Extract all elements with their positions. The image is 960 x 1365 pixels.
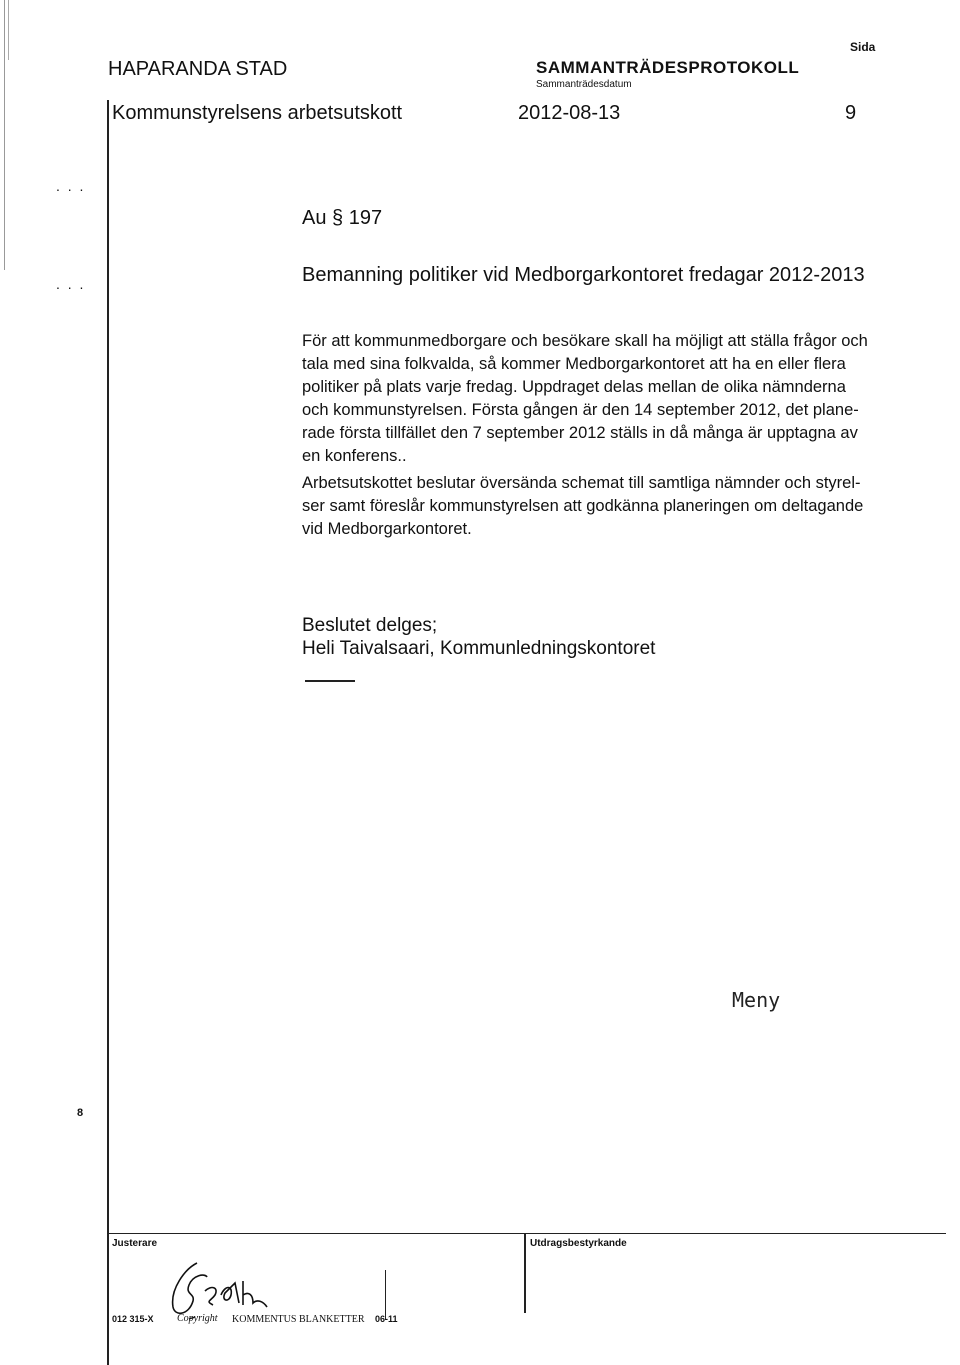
margin-rule <box>107 100 109 1365</box>
paragraph-line: politiker på plats varje fredag. Uppdraget delas mellan de olika nämnderna <box>302 378 846 396</box>
paragraph-line: För att kommunmedborgare och besökare skall ha möjligt att ställa frågor och <box>302 332 868 350</box>
distribution-recipients: Heli Taivalsaari, Kommunledningskontoret <box>302 638 656 659</box>
paragraph-2 <box>302 472 922 541</box>
margin-dots-bottom: . . . <box>56 276 86 292</box>
paragraph-1 <box>302 330 922 468</box>
margin-dots-top: . . . <box>56 178 86 194</box>
item-heading: Bemanning politiker vid Medborgarkontoret fredagar 2012-2013 <box>302 264 865 286</box>
form-code: 012 315-X <box>112 1314 154 1324</box>
copyright-text: Copyright <box>177 1313 218 1324</box>
form-name: KOMMENTUS BLANKETTER <box>232 1314 365 1325</box>
committee-name: Kommunstyrelsens arbetsutskott <box>112 102 403 124</box>
paragraph-line: och kommunstyrelsen. Första gången är den 14 september 2012, det plane- <box>302 401 859 419</box>
protocol-title: SAMMANTRÄDESPROTOKOLL <box>536 58 800 77</box>
footer-rule <box>108 1233 946 1234</box>
paragraph-line: Arbetsutskottet beslutar översända schemat till samtliga nämnder och styrel- <box>302 474 861 492</box>
utdrag-label: Utdragsbestyrkande <box>530 1238 627 1249</box>
paragraph-line: ser samt föreslår kommunstyrelsen att godkänna planeringen om deltagande <box>302 497 864 515</box>
scan-edge-line <box>4 0 5 270</box>
distribution-title: Beslutet delges; <box>302 615 438 636</box>
footer-divider-main <box>524 1233 526 1313</box>
paragraph-line: vid Medborgarkontoret. <box>302 520 472 538</box>
scan-edge-line-2 <box>8 0 9 60</box>
form-version: 06-11 <box>375 1314 398 1324</box>
protocol-subtitle: Sammanträdesdatum <box>536 79 632 90</box>
meeting-date: 2012-08-13 <box>518 102 621 124</box>
organization-name: HAPARANDA STAD <box>108 58 288 80</box>
margin-number: 8 <box>77 1107 84 1119</box>
page-label: Sida <box>850 40 876 54</box>
page-number: 9 <box>845 102 857 124</box>
paragraph-line: rade första tillfället den 7 september 2012 ställs in då många är upptagna av <box>302 424 858 442</box>
paragraph-line: en konferens.. <box>302 447 407 465</box>
end-rule <box>305 680 355 682</box>
justerare-label: Justerare <box>112 1238 158 1249</box>
menu-link[interactable]: Meny <box>732 988 781 1012</box>
footer-divider <box>385 1270 386 1320</box>
section-number: Au § 197 <box>302 207 383 229</box>
paragraph-line: tala med sina folkvalda, så kommer Medborgarkontoret att ha en eller flera <box>302 355 846 373</box>
